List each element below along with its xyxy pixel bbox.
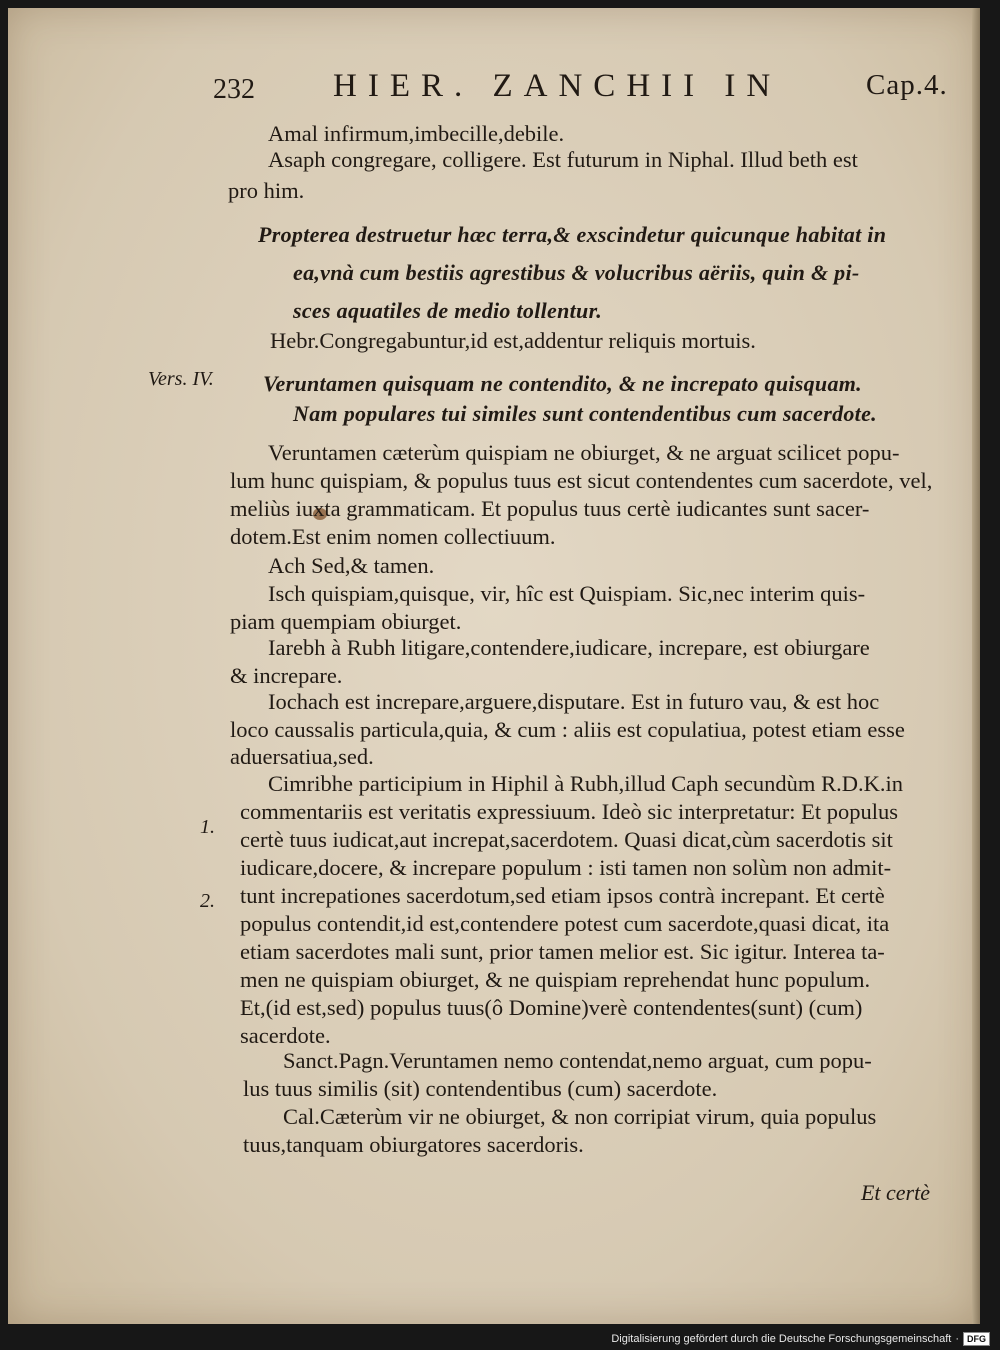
text-line: Veruntamen cæterùm quispiam ne obiurget, & ne arguat scilicet popu- (268, 440, 900, 465)
text-line: Ach Sed,& tamen. (268, 553, 435, 578)
text-line: dotem.Est enim nomen collectiuum. (230, 524, 556, 549)
text-line: certè tuus iudicat,aut increpat,sacerdotem. Quasi dicat,cùm sacerdotis sit (240, 827, 893, 852)
text-line: etiam sacerdotes mali sunt, prior tamen melior est. Sic igitur. Interea ta- (240, 939, 885, 964)
text-line: Et,(id est,sed) populus tuus(ô Domine)verè contendentes(sunt) (cum) (240, 995, 863, 1020)
page-edge (972, 8, 980, 1324)
book-page (8, 8, 980, 1324)
margin-note-2: 2. (200, 890, 215, 912)
text-line: Amal infirmum,imbecille,debile. (268, 121, 565, 146)
text-line: sacerdote. (240, 1023, 331, 1048)
verse-line: ea,vnà cum bestiis agrestibus & volucribus aëriis, quin & pi- (293, 260, 860, 285)
text-line: commentariis est veritatis expressiuum. Ideò sic interpretatur: Et populus (240, 799, 898, 824)
verse-line: Nam populares tui similes sunt contendentibus cum sacerdote. (293, 401, 877, 426)
text-line: men ne quispiam obiurget, & ne quispiam reprehendat hunc populum. (240, 967, 871, 992)
catchword: Et certè (860, 1180, 930, 1205)
separator-dot: · (955, 1333, 959, 1345)
text-line: iudicare,docere, & increpare populum : isti tamen non solùm non admit- (240, 855, 892, 880)
verse-line: Veruntamen quisquam ne contendito, & ne increpato quisquam. (263, 371, 862, 396)
text-line: pro him. (228, 178, 305, 203)
text-line: Sanct.Pagn.Veruntamen nemo contendat,nemo arguat, cum popu- (283, 1048, 872, 1073)
footer (611, 1332, 990, 1346)
dfg-logo-icon: DFG (963, 1332, 990, 1346)
text-line: Cal.Cæterùm vir ne obiurget, & non corripiat virum, quia populus (283, 1104, 877, 1129)
text-line: tunt increpationes sacerdotum,sed etiam ipsos contrà increpant. Et certè (240, 883, 885, 908)
text-line: tuus,tanquam obiurgatores sacerdoris. (243, 1132, 584, 1157)
margin-note-verse: Vers. IV. (148, 368, 214, 390)
verse-line: sces aquatiles de medio tollentur. (293, 298, 603, 323)
text-line: piam quempiam obiurget. (230, 609, 462, 634)
text-line: Cimribhe participium in Hiphil à Rubh,illud Caph secundùm R.D.K.in (268, 771, 903, 796)
chapter-heading: Cap.4. (866, 69, 948, 101)
text-line: loco caussalis particula,quia, & cum : aliis est copulatiua, potest etiam esse (230, 717, 905, 742)
text-line: populus contendit,id est,contendere potest cum sacerdote,quasi dicat, ita (240, 911, 890, 936)
margin-note-1: 1. (200, 816, 215, 838)
text-line: Isch quispiam,quisque, vir, hîc est Quispiam. Sic,nec interim quis- (268, 581, 866, 606)
text-line: lum hunc quispiam, & populus tuus est sicut contendentes cum sacerdote, vel, (230, 468, 933, 493)
text-line: aduersatiua,sed. (230, 744, 374, 769)
page-number: 232 (213, 74, 255, 105)
text-line: Hebr.Congregabuntur,id est,addentur reliquis mortuis. (270, 328, 756, 353)
footer-text: Digitalisierung gefördert durch die Deutsche Forschungsgemeinschaft (611, 1333, 952, 1345)
text-line: & increpare. (230, 663, 343, 688)
running-title: HIER. ZANCHII IN (333, 68, 782, 104)
text-line: Asaph congregare, colligere. Est futurum in Niphal. Illud beth est (268, 147, 858, 172)
text-line: meliùs iuxta grammaticam. Et populus tuus certè iudicantes sunt sacer- (230, 496, 870, 521)
text-line: Iarebh à Rubh litigare,contendere,iudicare, increpare, est obiurgare (268, 635, 870, 660)
text-line: Iochach est increpare,arguere,disputare. Est in futuro vau, & est hoc (268, 689, 880, 714)
verse-line: Propterea destruetur hæc terra,& exscindetur quicunque habitat in (258, 222, 887, 247)
text-line: lus tuus similis (sit) contendentibus (cum) sacerdote. (243, 1076, 718, 1101)
